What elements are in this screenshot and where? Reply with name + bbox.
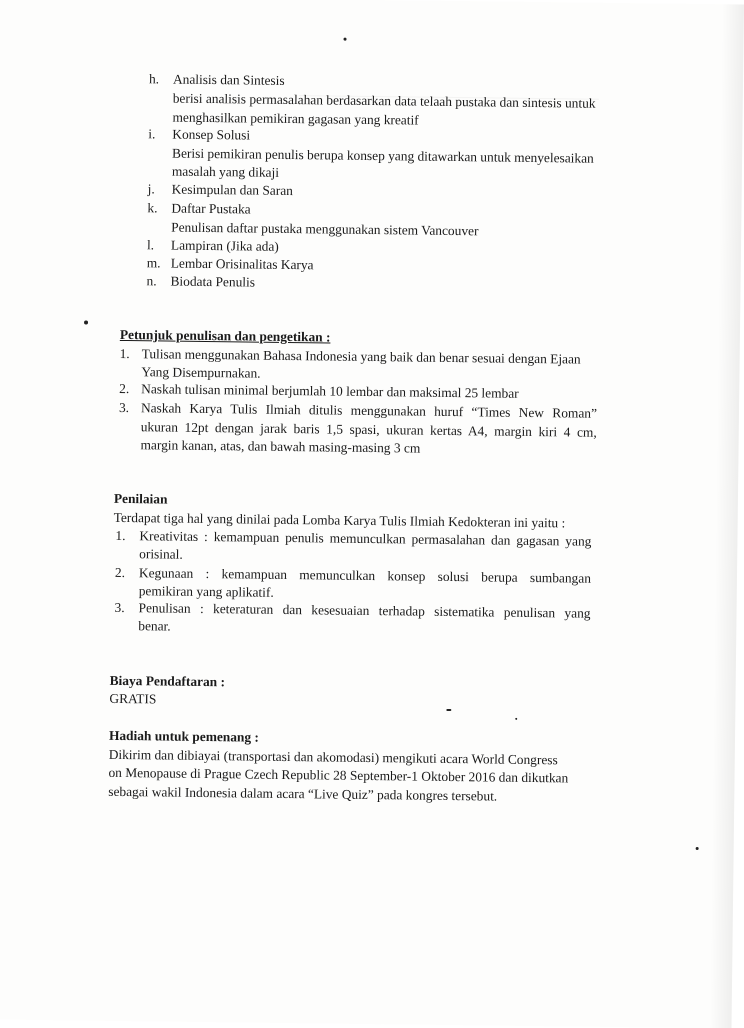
fee-value: GRATIS: [109, 690, 157, 707]
outline-letter: i.: [148, 126, 156, 142]
outline-item-title: Biodata Penulis: [170, 273, 256, 290]
list-item-text: Tulisan menggunakan Bahasa Indonesia yang baik dan benar sesuai dengan Ejaan: [141, 346, 581, 367]
outline-item-desc: masalah yang dikaji: [171, 163, 280, 180]
outline-item-desc: Berisi pemikiran penulis berupa konsep yang ditawarkan untuk menyelesaikan: [172, 145, 594, 166]
section-intro: Terdapat tiga hal yang dinilai pada Lomba Karya Tulis Ilmiah Kedokteran ini yaitu :: [113, 509, 566, 531]
outline-letter: j.: [147, 181, 155, 197]
section-heading: Biaya Pendaftaran :: [109, 672, 226, 690]
outline-item-title: Analisis dan Sintesis: [172, 71, 285, 88]
outline-letter: l.: [146, 237, 155, 253]
section-heading: Hadiah untuk pemenang :: [108, 727, 260, 745]
outline-letter: m.: [146, 255, 161, 271]
list-number: 2.: [114, 564, 126, 581]
prize-text-line: Dikirim dan dibiayai (transportasi dan akomodasi) mengikuti acara World Congress: [108, 746, 558, 768]
list-item-text: benar.: [138, 618, 171, 634]
outline-letter: h.: [148, 71, 160, 87]
list-item-text: orisinal.: [139, 546, 183, 562]
list-item-text: Kreativitas : kemampuan penulis memunculkan permasalahan dan gagasan yang: [139, 528, 592, 549]
list-number: 3.: [114, 599, 125, 616]
list-number: 3.: [118, 399, 130, 416]
outline-item-desc: Penulisan daftar pustaka menggunakan sistem Vancouver: [171, 219, 479, 239]
outline-item-desc: menghasilkan pemikiran gagasan yang kreatif: [172, 109, 419, 128]
outline-list: [0, 0, 744, 290]
list-number: 1.: [119, 345, 130, 362]
outline-item-desc: berisi analisis permasalahan berdasarkan data telaah pustaka dan sintesis untuk: [172, 90, 596, 111]
list-item-text: ukuran 12pt dengan jarak baris 1,5 spasi, ukuran kertas A4, margin kiri 4 cm,: [140, 419, 597, 440]
list-item-text: pemikiran yang aplikatif.: [138, 583, 274, 600]
list-number: 1.: [115, 527, 126, 544]
prize-text-line: on Menopause di Prague Czech Republic 28 September-1 Oktober 2016 dan dikutkan: [108, 764, 569, 786]
section-heading: Petunjuk penulisan dan pengetikan :: [119, 326, 331, 345]
scan-speck: [515, 718, 517, 720]
list-item-text: Naskah Karya Tulis Ilmiah ditulis menggunakan huruf “Times New Roman”: [140, 400, 598, 421]
outline-item-title: Daftar Pustaka: [171, 200, 251, 217]
list-item-text: Yang Disempurnakan.: [141, 364, 261, 381]
prize-text-line: sebagai wakil Indonesia dalam acara “Live Quiz” pada kongres tersebut.: [108, 783, 498, 804]
outline-item-title: Lampiran (Jika ada): [170, 237, 279, 254]
page-edge-shadow: [709, 4, 744, 1028]
list-item-text: Penulisan : keteraturan dan kesesuaian terhadap sistematika penulisan yang: [138, 600, 591, 621]
scan-speck: [344, 38, 347, 41]
scan-speck: [446, 709, 451, 711]
scan-speck: [84, 321, 88, 325]
scan-speck: [696, 847, 699, 850]
outline-item-title: Lembar Orisinalitas Karya: [170, 255, 314, 273]
outline-letter: n.: [146, 273, 157, 289]
outline-letter: k.: [147, 200, 158, 216]
list-item-text: margin kanan, atas, dan bawah masing-masing 3 cm: [140, 437, 421, 456]
outline-item-title: Kesimpulan dan Saran: [171, 181, 293, 199]
list-item-text: Kegunaan : kemampuan memunculkan konsep solusi berupa sumbangan: [138, 565, 592, 586]
section-heading: Penilaian: [113, 490, 168, 507]
list-number: 2.: [119, 380, 130, 397]
outline-item-title: Konsep Solusi: [172, 126, 251, 143]
list-item-text: Naskah tulisan minimal berjumlah 10 lembar dan maksimal 25 lembar: [141, 381, 519, 401]
